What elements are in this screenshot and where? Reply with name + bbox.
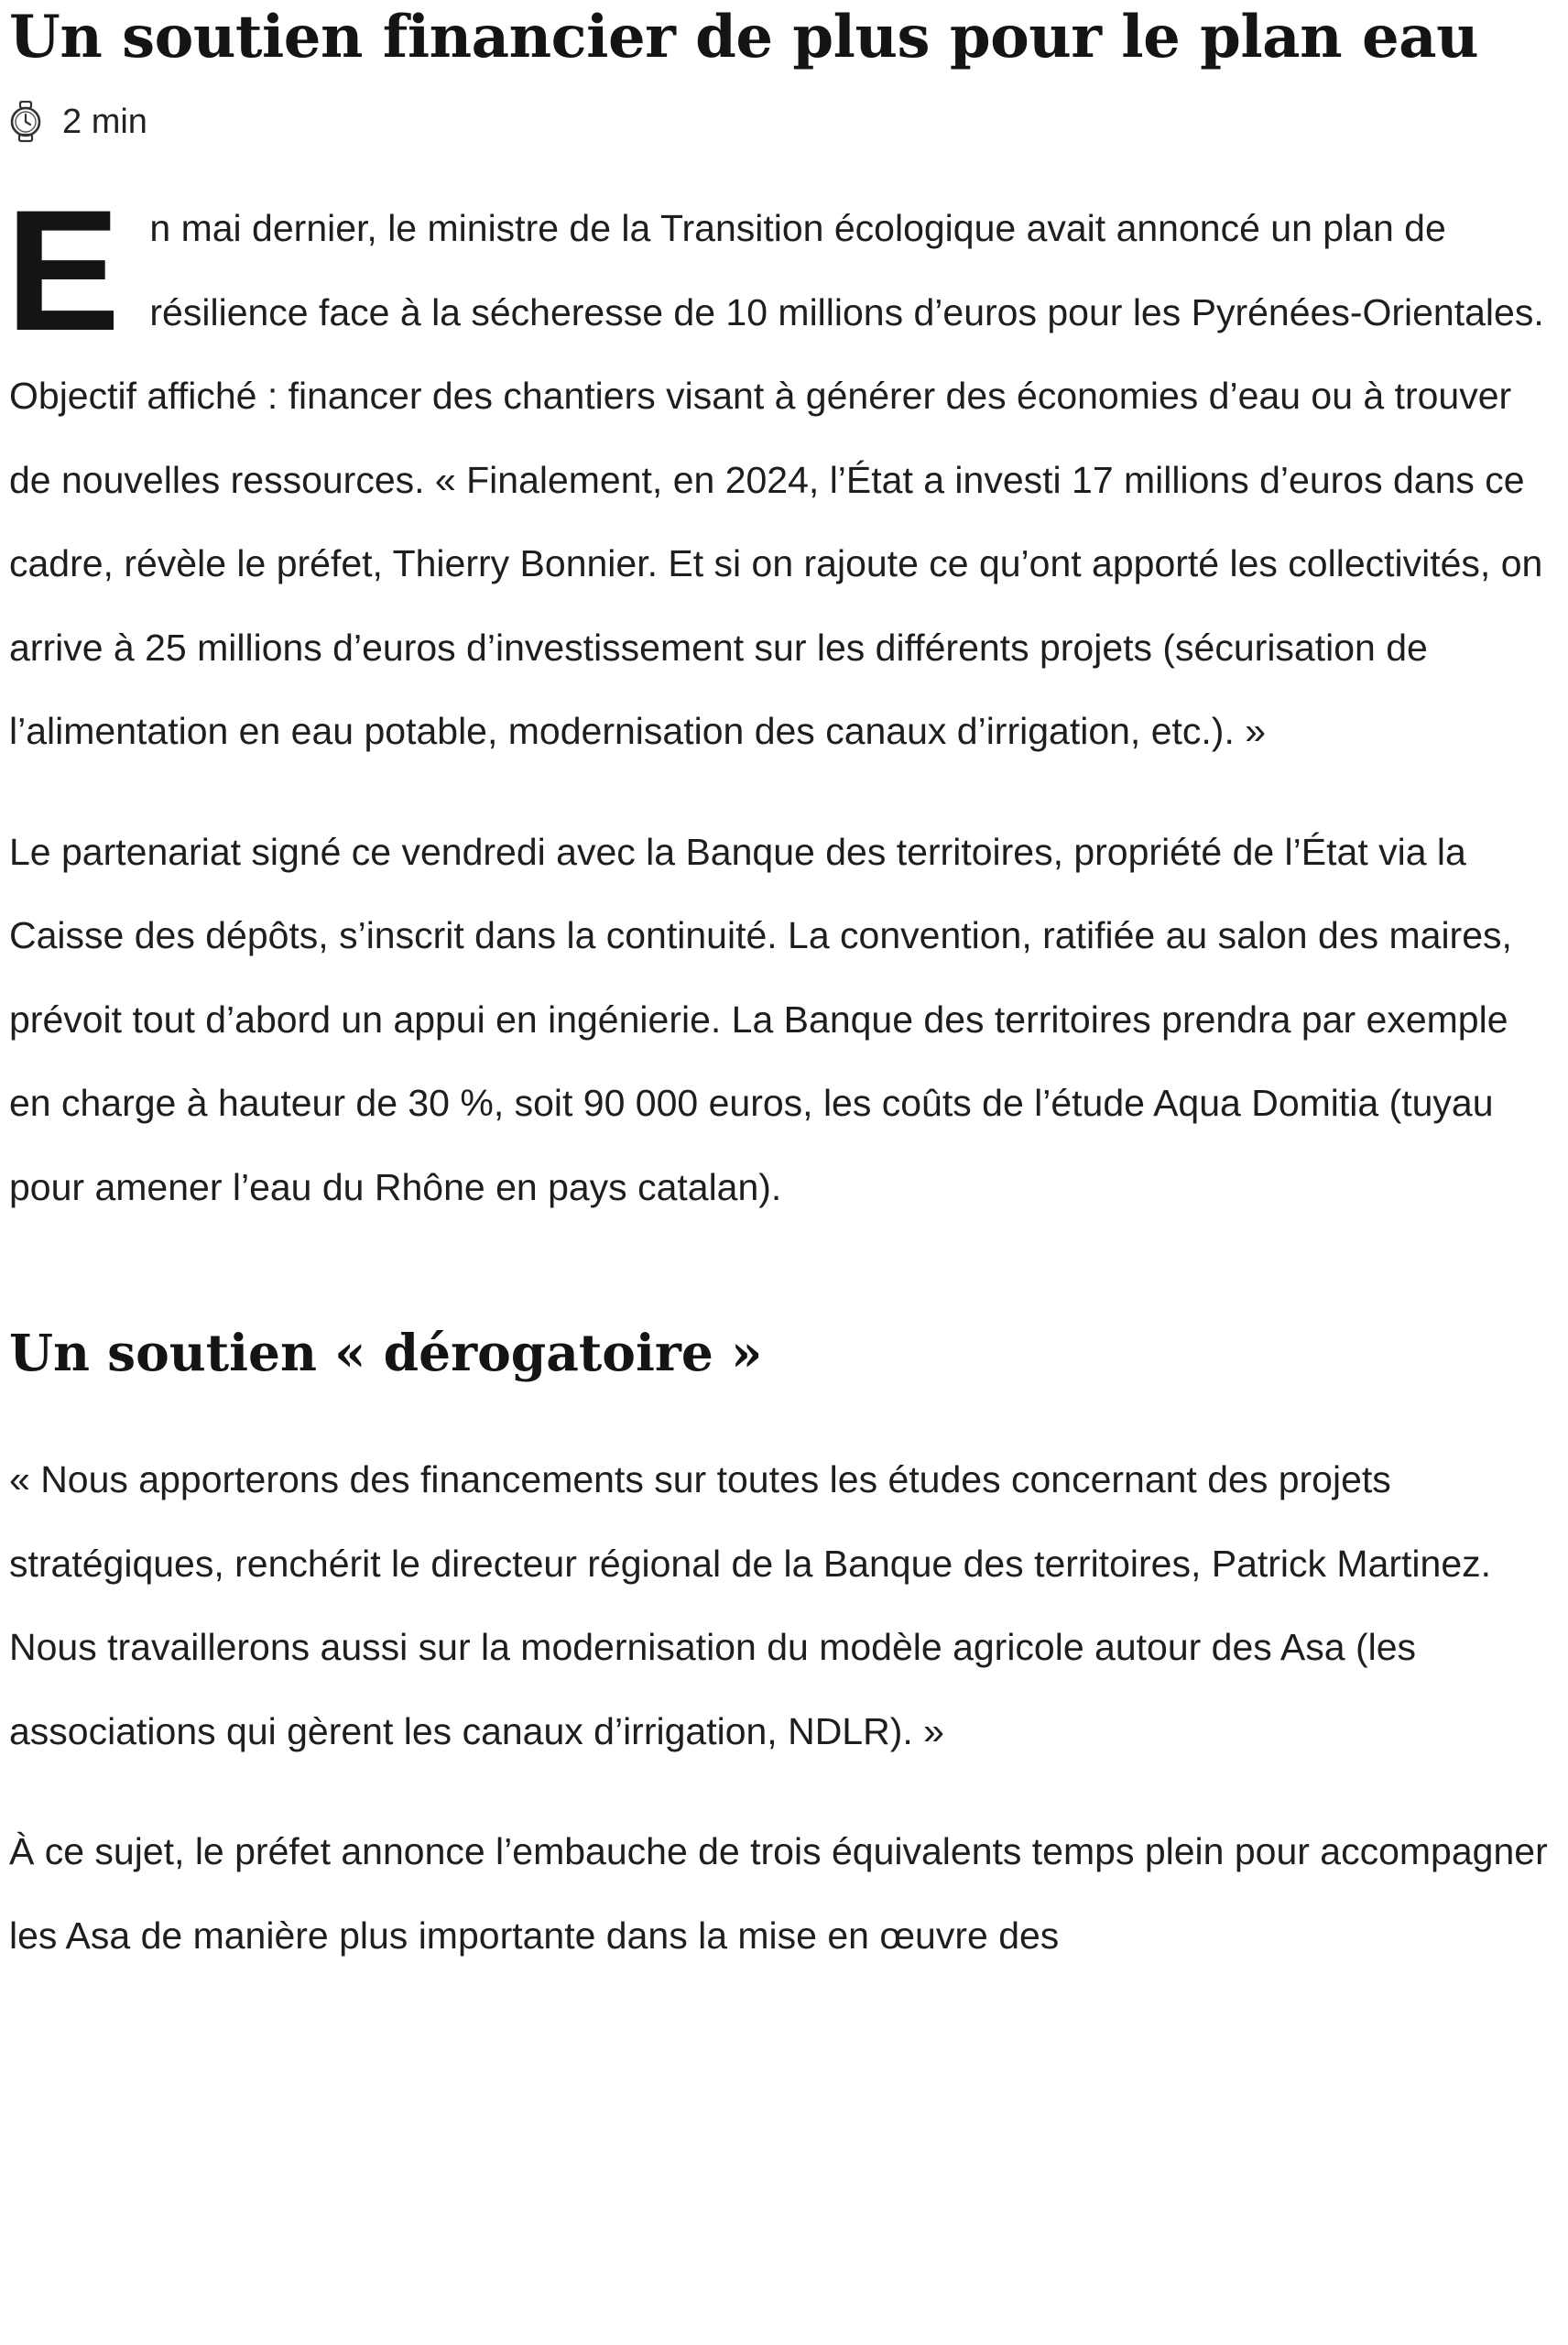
lead-paragraph-text: n mai dernier, le ministre de la Transition écologique avait annoncé un plan de résilience face à la sécheresse de 10 millions d’euros pour les Pyrénées-Orientales. Objectif affiché : financer des chantiers visant à générer des économies d’eau ou à trouver de nouvelles ressources. « Finalement, en 2024, l’État a investi 17 millions d’euros dans ce cadre, révèle le préfet, Thierry Bonnier. Et si on rajoute ce qu’ont apporté les collectivités, on arrive à 25 millions d’euros d’investissement sur les différents projets (sécurisation de l’alimentation en eau potable, modernisation des canaux d’irrigation, etc.). » [9,207,1544,752]
stopwatch-icon [9,101,42,143]
body-paragraph-3: « Nous apporterons des financements sur toutes les études concernant des projets stratégiques, renchérit le directeur régional de la Banque des territoires, Patrick Martinez. Nous travaillerons aussi sur la modernisation du modèle agricole autour des Asa (les associations qui gèrent les canaux d’irrigation, NDLR). » [9,1458,1492,1752]
body-paragraph-4: À ce sujet, le préfet annonce l’embauche de trois équivalents temps plein pour accompagner les Asa de manière plus importante dans la mise en œuvre des [9,1830,1548,1957]
drop-cap: E [5,174,121,366]
reading-time [9,99,1557,145]
section-subheading: Un soutien « dérogatoire » [9,1323,763,1382]
read-time-text: 2 min [62,102,147,141]
body-paragraph-2: Le partenariat signé ce vendredi avec la Banque des territoires, propriété de l’État via la Caisse des dépôts, s’inscrit dans la continuité. La convention, ratifiée au salon des maires, prévoit tout d’abord un appui en ingénierie. La Banque des territoires prendra par exemple en charge à hauteur de 30 %, soit 90 000 euros, les coûts de l’étude Aqua Domitia (tuyau pour amener l’eau du Rhône en pays catalan). [9,830,1512,1208]
lead-paragraph [5,174,1557,774]
article [5,0,1557,1978]
article-title: Un soutien financier de plus pour le plan eau [9,3,1479,71]
